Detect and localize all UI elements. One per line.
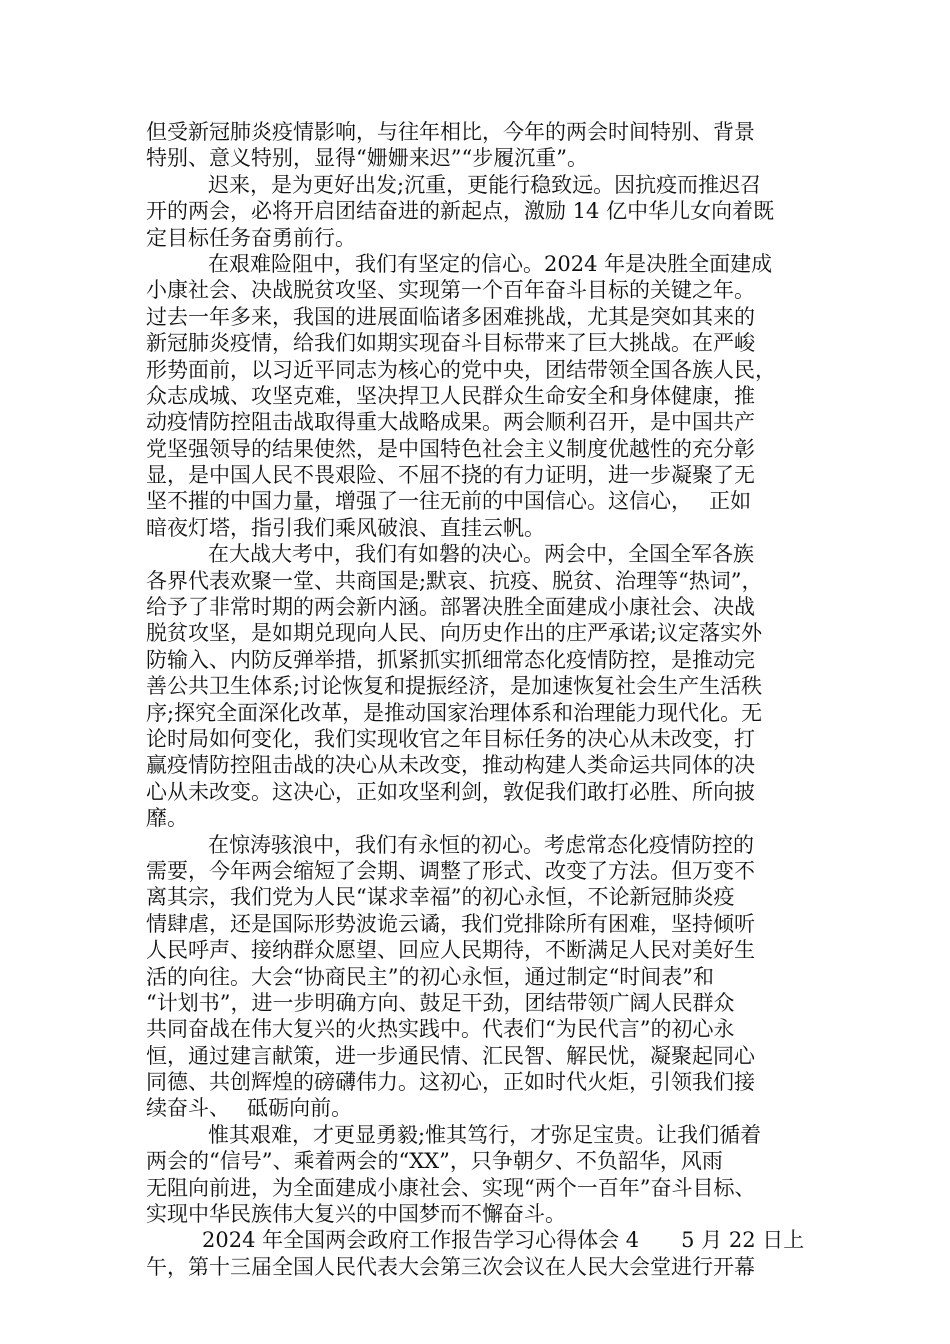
text-line: 离其宗，我们党为人民“谋求幸福”的初心永恒，不论新冠肺炎疫 bbox=[146, 885, 735, 910]
text-line: 众志成城、攻坚克难，坚决捍卫人民群众生命安全和身体健康，推 bbox=[146, 383, 755, 408]
text-line: 实现中华民族伟大复兴的中国梦而不懈奋斗。 bbox=[146, 1202, 566, 1227]
text-line: 暗夜灯塔，指引我们乘风破浪、直挂云帆。 bbox=[146, 515, 545, 540]
text-line: “计划书”，进一步明确方向、鼓足干劲，团结带领广阔人民群众 bbox=[146, 990, 735, 1015]
text-line: 赢疫情防控阻击战的决心从未改变，推动构建人类命运共同体的决 bbox=[146, 753, 755, 778]
text-line: 党坚强领导的结果使然，是中国特色社会主义制度优越性的充分彰 bbox=[146, 436, 755, 461]
text-line: 开的两会，必将开启团结奋进的新起点，激励 14 亿中华儿女向着既 bbox=[146, 199, 775, 224]
heading-line: 2024 年全国两会政府工作报告学习心得体会 4 5 月 22 日上 bbox=[202, 1228, 805, 1253]
text-line: 定目标任务奋勇前行。 bbox=[146, 225, 356, 250]
text-line: 各界代表欢聚一堂、共商国是;默哀、抗疫、脱贫、治理等“热词”， bbox=[146, 568, 763, 593]
text-line: 新冠肺炎疫情，给我们如期实现奋斗目标带来了巨大挑战。在严峻 bbox=[146, 331, 755, 356]
text-line: 两会的“信号”、乘着两会的“XX”，只争朝夕、不负韶华，风雨 bbox=[146, 1149, 723, 1174]
text-line: 特别、意义特别，显得“姗姗来迟”“步履沉重”。 bbox=[146, 146, 588, 171]
paragraph-first-line: 在大战大考中，我们有如磐的决心。两会中，全国全军各族 bbox=[208, 542, 754, 567]
paragraph-first-line: 在艰难险阻中，我们有坚定的信心。2024 年是决胜全面建成 bbox=[208, 251, 773, 276]
text-line: 需要，今年两会缩短了会期、调整了形式、改变了方法。但万变不 bbox=[146, 858, 755, 883]
text-line: 坚不摧的中国力量，增强了一往无前的中国信心。这信心， 正如 bbox=[146, 489, 752, 514]
text-line: 形势面前，以习近平同志为核心的党中央，团结带领全国各族人民， bbox=[146, 357, 776, 382]
text-line: 序;探究全面深化改革，是推动国家治理体系和治理能力现代化。无 bbox=[146, 700, 763, 725]
text-line: 脱贫攻坚，是如期兑现向人民、向历史作出的庄严承诺;议定落实外 bbox=[146, 621, 763, 646]
text-line: 恒，通过建言献策，进一步通民情、汇民智、解民忧，凝聚起同心 bbox=[146, 1043, 755, 1068]
text-line: 靡。 bbox=[146, 806, 188, 831]
text-line: 防输入、内防反弹举措，抓紧抓实抓细常态化疫情防控，是推动完 bbox=[146, 647, 755, 672]
paragraph-first-line: 惟其艰难，才更显勇毅;惟其笃行，才弥足宝贵。让我们循着 bbox=[208, 1122, 762, 1147]
text-line: 但受新冠肺炎疫情影响，与往年相比，今年的两会时间特别、背景 bbox=[146, 120, 755, 144]
text-line: 善公共卫生体系;讨论恢复和提振经济，是加速恢复社会生产生活秩 bbox=[146, 674, 763, 699]
paragraph-first-line: 在惊涛骇浪中，我们有永恒的初心。考虑常态化疫情防控的 bbox=[208, 832, 754, 857]
text-line: 共同奋战在伟大复兴的火热实践中。代表们“为民代言”的初心永 bbox=[146, 1017, 735, 1042]
text-line: 给予了非常时期的两会新内涵。部署决胜全面建成小康社会、决战 bbox=[146, 595, 755, 620]
paragraph-first-line: 迟来，是为更好出发;沉重，更能行稳致远。因抗疫而推迟召 bbox=[208, 172, 762, 197]
text-line: 人民呼声、接纳群众愿望、回应人民期待，不断满足人民对美好生 bbox=[146, 938, 755, 963]
text-line: 过去一年多来，我国的进展面临诸多困难挑战，尤其是突如其来的 bbox=[146, 304, 755, 329]
text-line: 午，第十三届全国人民代表大会第三次会议在人民大会堂进行开幕 bbox=[146, 1254, 755, 1279]
text-line: 动疫情防控阻击战取得重大战略成果。两会顺利召开，是中国共产 bbox=[146, 410, 755, 435]
text-line: 情肆虐，还是国际形势波诡云谲，我们党排除所有困难，坚持倾听 bbox=[146, 911, 755, 936]
text-line: 活的向往。大会“协商民主”的初心永恒，通过制定“时间表”和 bbox=[146, 964, 714, 989]
text-line: 无阻向前进，为全面建成小康社会、实现“两个一百年”奋斗目标、 bbox=[146, 1175, 756, 1200]
document-body bbox=[146, 119, 806, 1280]
text-line: 续奋斗、 砥砺向前。 bbox=[146, 1096, 353, 1121]
text-line: 心从未改变。这决心，正如攻坚利剑，敦促我们敢打必胜、所向披 bbox=[146, 779, 755, 804]
text-line: 同德、共创辉煌的磅礴伟力。这初心，正如时代火炬，引领我们接 bbox=[146, 1070, 755, 1095]
text-line: 显，是中国人民不畏艰险、不屈不挠的有力证明，进一步凝聚了无 bbox=[146, 463, 755, 488]
text-line: 小康社会、决战脱贫攻坚、实现第一个百年奋斗目标的关键之年。 bbox=[146, 278, 755, 303]
text-line: 论时局如何变化，我们实现收官之年目标任务的决心从未改变，打 bbox=[146, 726, 755, 751]
